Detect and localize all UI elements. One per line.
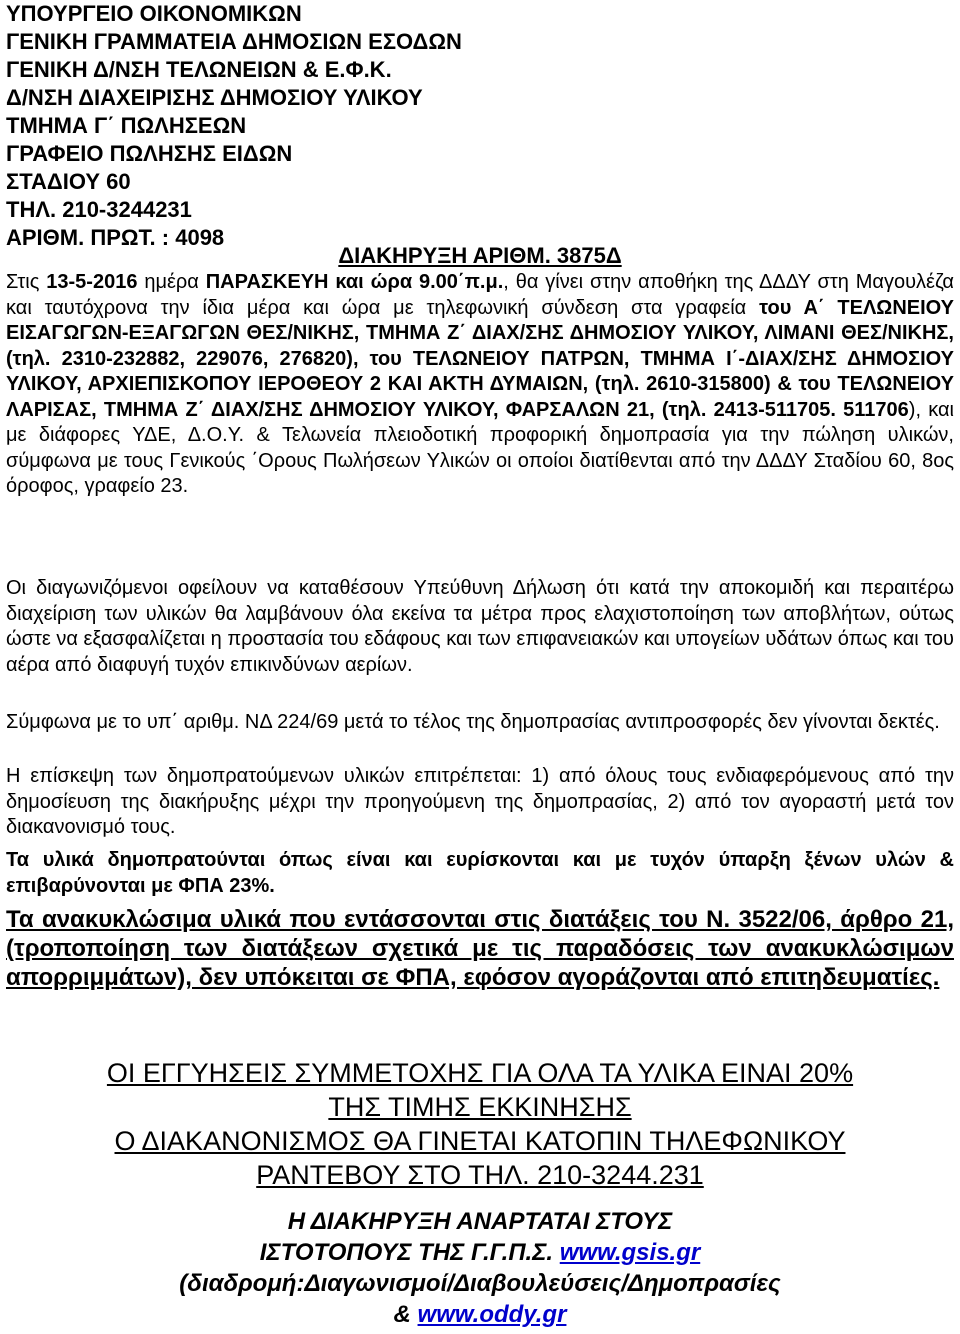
posting-line-1: Η ΔΙΑΚΗΡΥΞΗ ΑΝΑΡΤΑΤΑΙ ΣΤΟΥΣ [287, 1208, 673, 1235]
header-line-management: Δ/ΝΣΗ ΔΙΑΧΕΙΡΙΣΗΣ ΔΗΜΟΣΙΟΥ ΥΛΙΚΟΥ [6, 85, 423, 110]
posting-line-4-text: & [393, 1301, 418, 1328]
header-line-protocol: ΑΡΙΘΜ. ΠΡΩΤ. : 4098 [6, 225, 225, 250]
posting-line-2 [0, 1237, 960, 1268]
paragraph-recyclables: Τα ανακυκλώσιμα υλικά που εντάσσονται στις διατάξεις του Ν. 3522/06, άρθρο 21, (τροποποίηση των διατάξεων σχετικά με τις παραδόσεις των ανακυκλώσιμων απορριμμάτων), δεν υπόκειται σε ΦΠΑ, εφόσον αγοράζονται από επιτηδευματίες. [6, 906, 954, 991]
paragraph-counteroffers: Σύμφωνα με το υπ΄ αριθμ. ΝΔ 224/69 μετά το τέλος της δημοπρασίας αντιπροσφορές δεν γίνονται δεκτές. [6, 711, 940, 733]
header-line-department: ΤΜΗΜΑ Γ΄ ΠΩΛΗΣΕΩΝ [6, 113, 247, 138]
notice-line-guarantee: ΟΙ ΕΓΓΥΗΣΕΙΣ ΣΥΜΜΕΤΟΧΗΣ ΓΙΑ ΟΛΑ ΤΑ ΥΛΙΚΑ ΕΙΝΑΙ 20% [106, 1058, 854, 1088]
p1-intro: Στις [6, 271, 47, 293]
notice-line-settlement: Ο ΔΙΑΚΑΝΟΝΙΣΜΟΣ ΘΑ ΓΙΝΕΤΑΙ ΚΑΤΟΠΙΝ ΤΗΛΕΦΩΝΙΚΟΥ [114, 1126, 846, 1156]
paragraph-vat: Τα υλικά δημοπρατούνται όπως είναι και ευρίσκονται και με τυχόν ύπαρξη ξένων υλών & επιβαρύνονται με ΦΠΑ 23%. [6, 849, 954, 897]
paragraph-auction-details [6, 270, 954, 500]
paragraph-declaration: Οι διαγωνιζόμενοι οφείλουν να καταθέσουν Υπεύθυνη Δήλωση ότι κατά την αποκομιδή και περαιτέρω διαχείριση των υλικών θα λαμβάνουν όλα εκείνα τα μέτρα προς ελαχιστοποίηση των αποβλήτων, ούτως ώστε να εξασφαλίζεται η προστασία του εδάφους και των επιφανειακών και υπογείων υδάτων όπως και του αέρα από διαφυγή τυχόν επικινδύνων αερίων. [6, 577, 954, 676]
auction-date: 13-5-2016 [46, 271, 138, 293]
header-line-office: ΓΡΑΦΕΙΟ ΠΩΛΗΣΗΣ ΕΙΔΩΝ [6, 141, 293, 166]
header-line-secretariat: ΓΕΝΙΚΗ ΓΡΑΜΜΑΤΕΙΑ ΔΗΜΟΣΙΩΝ ΕΣΟΔΩΝ [6, 29, 462, 54]
header-line-directorate: ΓΕΝΙΚΗ Δ/ΝΣΗ ΤΕΛΩΝΕΙΩΝ & Ε.Φ.Κ. [6, 57, 392, 82]
oddy-link[interactable]: www.oddy.gr [417, 1301, 567, 1328]
document-title [0, 242, 960, 270]
auction-day-time: ΠΑΡΑΣΚΕΥΗ και ώρα 9.00΄π.μ. [205, 271, 504, 293]
title-text: ΔΙΑΚΗΡΥΞΗ ΑΡΙΘΜ. 3875Δ [338, 243, 622, 268]
header-line-phone: ΤΗΛ. 210-3244231 [6, 197, 192, 222]
header-line-address: ΣΤΑΔΙΟΥ 60 [6, 169, 131, 194]
p1-text-1: , θα γίνει στην αποθήκη της ΔΔΔΥ στη Μαγουλέζα και ταυτόχρονα την ίδια μέρα και ώρα με τηλεφωνική σύνδεση στα γραφεία [6, 271, 954, 319]
posting-block [0, 1206, 960, 1330]
paragraph-inspection: Η επίσκεψη των δημοπρατούμενων υλικών επιτρέπεται: 1) από όλους τους ενδιαφερόμενους από την δημοσίευση της διακήρυξης μέχρι την προηγούμενη της δημοπρασίας, 2) από τον αγοραστή μετά τον διακανονισμό τους. [6, 765, 954, 838]
p1-day-pre: ημέρα [137, 271, 206, 293]
notice-line-appointment: ΡΑΝΤΕΒΟΥ ΣΤΟ ΤΗΛ. 210-3244.231 [256, 1160, 704, 1190]
p1-text-2: ), και με διάφορες ΥΔΕ, Δ.Ο.Υ. & Τελωνεία πλειοδοτική προφορική δημοπρασία για την πώληση υλικών, σύμφωνα με τους Γενικούς ΄Ορους Πωλήσεων Υλικών οι οποίοι διατίθενται από την ΔΔΔΥ Σταδίου 60, 8ος όροφος, γραφείο 23. [6, 398, 954, 497]
p1-offices: του Α΄ ΤΕΛΩΝΕΙΟΥ ΕΙΣΑΓΩΓΩΝ-ΕΞΑΓΩΓΩΝ ΘΕΣ/ΝΙΚΗΣ, ΤΜΗΜΑ Ζ΄ ΔΙΑΧ/ΣΗΣ ΔΗΜΟΣΙΟΥ ΥΛΙΚΟΥ, ΛΙΜΑΝΙ ΘΕΣ/ΝΙΚΗΣ, (τηλ. 2310-232882, 229076, 276820), του ΤΕΛΩΝΕΙΟΥ ΠΑΤΡΩΝ, ΤΜΗΜΑ Ι΄-ΔΙΑΧ/ΣΗΣ ΔΗΜΟΣΙΟΥ ΥΛΙΚΟΥ, ΑΡΧΙΕΠΙΣΚΟΠΟΥ ΙΕΡΟΘΕΟΥ 2 ΚΑΙ ΑΚΤΗ ΔΥΜΑΙΩΝ, (τηλ. 2610-315800) & του ΤΕΛΩΝΕΙΟΥ ΛΑΡΙΣΑΣ, ΤΜΗΜΑ Ζ΄ ΔΙΑΧ/ΣΗΣ ΔΗΜΟΣΙΟΥ ΥΛΙΚΟΥ, ΦΑΡΣΑΛΩΝ 21, (τηλ. 2413-511705. 511706 [6, 296, 955, 421]
posting-line-3: (διαδρομή:Διαγωνισμοί/Διαβουλεύσεις/Δημοπρασίες [179, 1270, 781, 1297]
posting-line-4 [0, 1299, 960, 1330]
notice-block [0, 1056, 960, 1192]
header-line-ministry: ΥΠΟΥΡΓΕΙΟ ΟΙΚΟΝΟΜΙΚΩΝ [6, 1, 302, 26]
posting-line-2-text: ΙΣΤΟΤΟΠΟΥΣ ΤΗΣ Γ.Γ.Π.Σ. [259, 1239, 560, 1266]
notice-line-price: ΤΗΣ ΤΙΜΗΣ ΕΚΚΙΝΗΣΗΣ [328, 1092, 632, 1122]
gsis-link[interactable]: www.gsis.gr [559, 1239, 701, 1266]
